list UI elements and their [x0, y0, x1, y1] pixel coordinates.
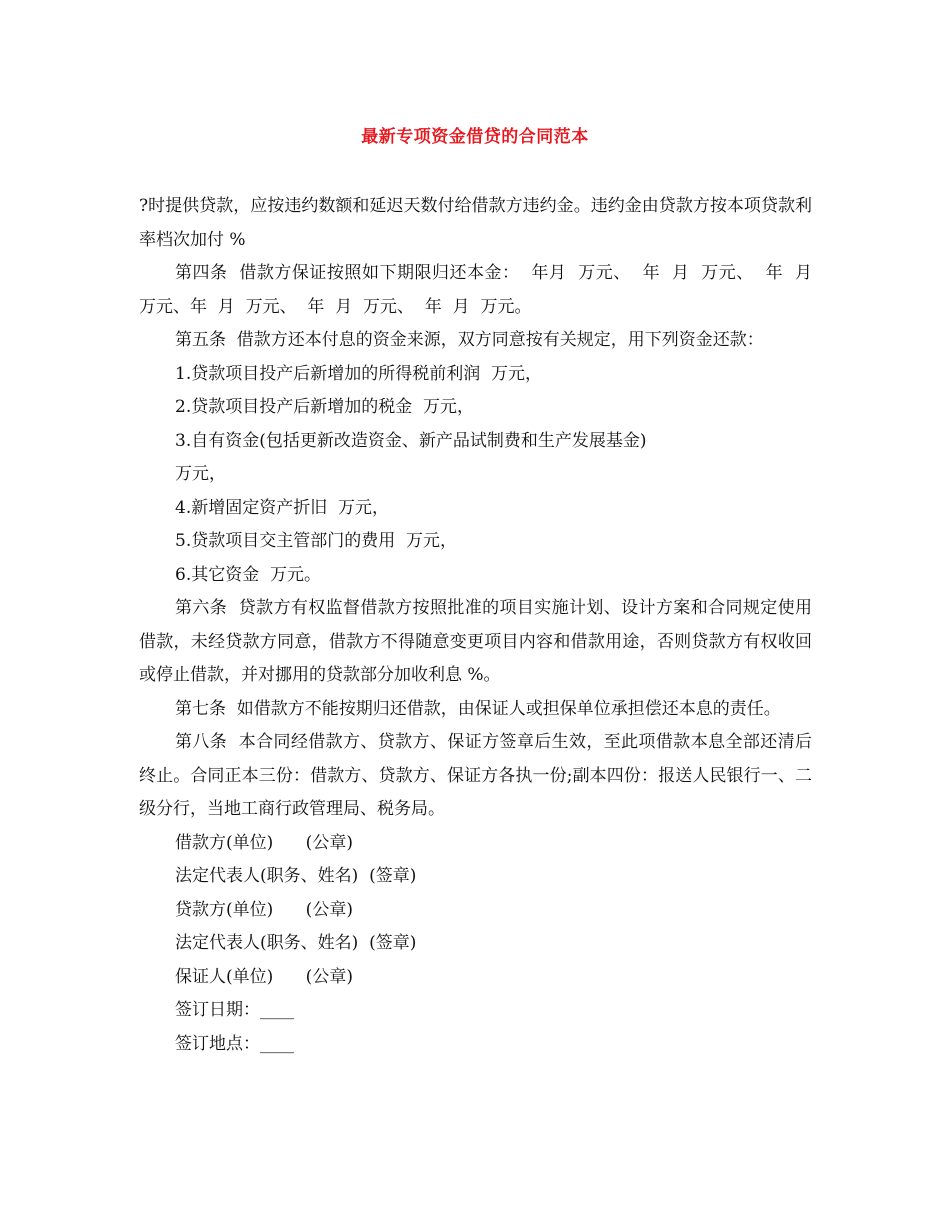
list-item: 4.新增固定资产折旧 万元，	[175, 497, 390, 518]
paragraph-article-4: 第四条 借款方保证按照如下期限归还本金： 年月 万元、 年 月 万元、 年 月 万元、年 月 万元、 年 月 万元、 年 月 万元。	[139, 263, 823, 317]
signature-line-guarantor: 保证人(单位) (公章)	[175, 966, 353, 987]
signing-date: 签订日期：____	[175, 1000, 294, 1020]
document-body	[139, 190, 823, 1061]
list-item: 万元，	[175, 464, 226, 484]
paragraph-article-8: 第八条 本合同经借款方、贷款方、保证方签章后生效，至此项借款本息全部还清后终止。合同正本三份：借款方、贷款方、保证方各执一份;副本四份：报送人民银行一、二级分行，当地工商行政管理局、税务局。	[139, 732, 812, 819]
list-item: 1.贷款项目投产后新增加的所得税前利润 万元，	[175, 363, 543, 384]
list-item: 6.其它资金 万元。	[175, 564, 322, 585]
paragraph-article-7: 第七条 如借款方不能按期归还借款，由保证人或担保单位承担偿还本息的责任。	[175, 698, 781, 719]
signing-place: 签订地点：____	[175, 1033, 294, 1054]
signature-line-lender-representative: 法定代表人(职务、姓名) (签章)	[175, 933, 417, 953]
paragraph-article-5: 第五条 借款方还本付息的资金来源，双方同意按有关规定，用下列资金还款：	[175, 330, 764, 350]
paragraph-article-6: 第六条 贷款方有权监督借款方按照批准的项目实施计划、设计方案和合同规定使用借款，未经贷款方同意，借款方不得随意变更项目内容和借款用途，否则贷款方有权收回或停止借款，并对挪用的贷款部分加收利息 %。	[139, 598, 812, 685]
list-item: 5.贷款项目交主管部门的费用 万元，	[175, 531, 458, 551]
document-title: 最新专项资金借贷的合同范本	[361, 127, 589, 147]
signature-line-lender: 贷款方(单位) (公章)	[175, 899, 353, 920]
signature-line-borrower-representative: 法定代表人(职务、姓名) (签章)	[175, 866, 417, 886]
paragraph-continuation: ?时提供贷款，应按违约数额和延迟天数付给借款方违约金。违约金由贷款方按本项贷款利率档次加付 %	[139, 196, 812, 250]
signature-line-borrower: 借款方(单位) (公章)	[175, 832, 353, 853]
list-item: 3.自有资金(包括更新改造资金、新产品试制费和生产发展基金)	[175, 430, 647, 451]
list-item: 2.贷款项目投产后新增加的税金 万元，	[175, 397, 475, 417]
